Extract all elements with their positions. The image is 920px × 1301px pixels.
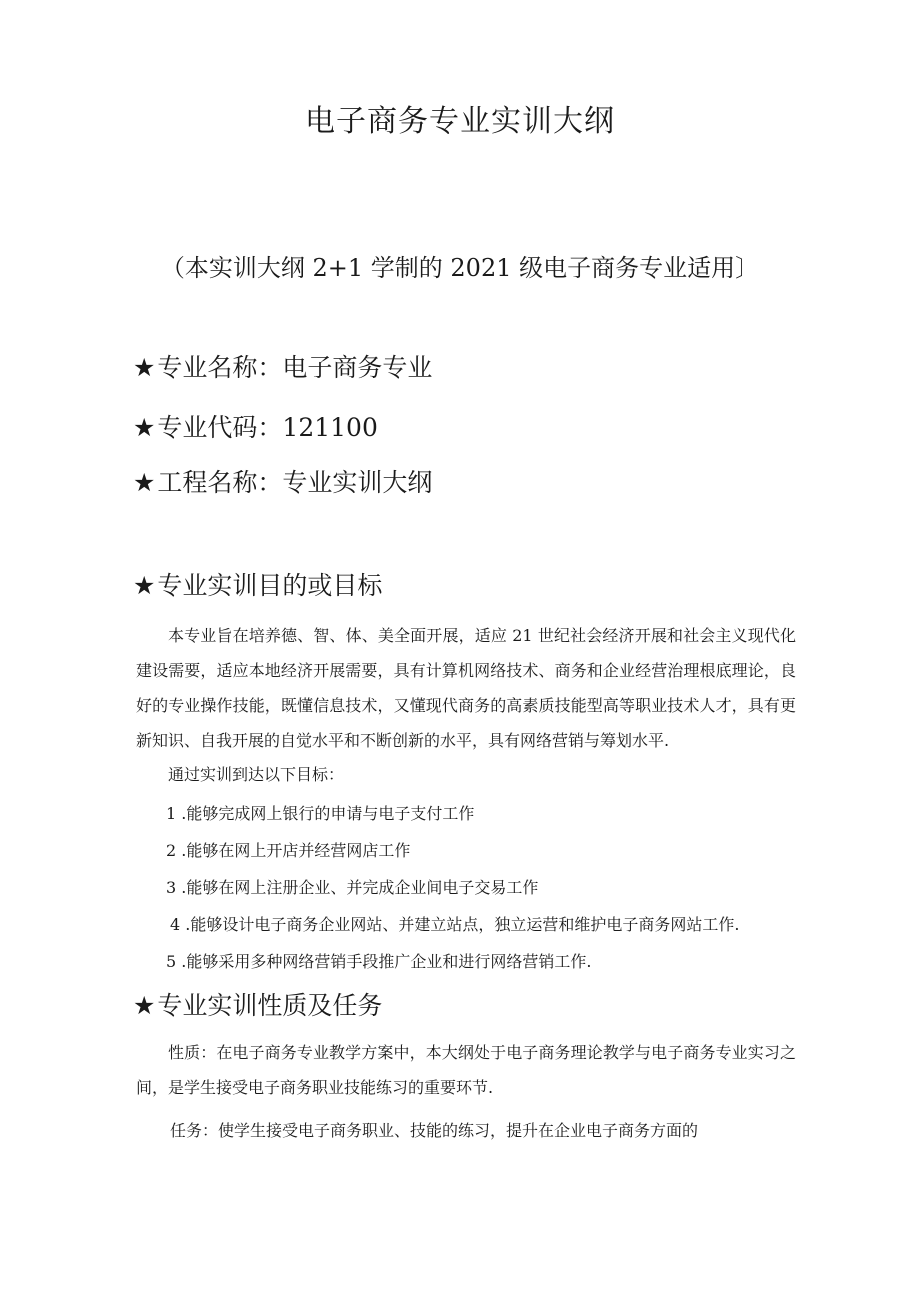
star-icon: ★ — [133, 353, 156, 382]
nature-paragraph: 性质：在电子商务专业教学方案中，本大纲处于电子商务理论教学与电子商务专业实习之间，是学生接受电子商务职业技能练习的重要环节. — [136, 1043, 796, 1097]
section-heading-goals — [133, 566, 382, 602]
list-item: 5 .能够采用多种网络营销手段推广企业和进行网络营销工作. — [166, 952, 592, 971]
goals-paragraph: 本专业旨在培养德、智、体、美全面开展，适应 21 世纪社会经济开展和社会主义现代化建设需要，适应本地经济开展需要，具有计算机网络技术、商务和企业经营治理根底理论，良好的专业操作技能，既懂信息技术，又懂现代商务的高素质技能型高等职业技术人才，具有更新知识、自我开展的自觉水平和不断创新的水平，具有网络营销与筹划水平. — [136, 626, 796, 750]
star-icon: ★ — [133, 991, 156, 1020]
major-name-line — [133, 348, 432, 384]
star-icon: ★ — [133, 413, 156, 442]
document-title: 电子商务专业实训大纲 — [305, 104, 615, 139]
major-code-line — [133, 408, 378, 444]
star-icon: ★ — [133, 468, 156, 497]
document-subtitle: （本实训大纲 2+1 学制的 2021 级电子商务专业适用〕 — [160, 254, 760, 282]
star-icon: ★ — [133, 571, 156, 600]
major-name-text: 专业名称：电子商务专业 — [157, 353, 433, 382]
project-name-text: 工程名称：专业实训大纲 — [157, 468, 433, 497]
list-item: 2 .能够在网上开店并经营网店工作 — [166, 841, 411, 860]
task-paragraph: 任务：使学生接受电子商务职业、技能的练习，提升在企业电子商务方面的 — [170, 1121, 699, 1140]
list-item: 3 .能够在网上注册企业、并完成企业间电子交易工作 — [166, 878, 539, 897]
major-code-text: 专业代码：121100 — [157, 413, 378, 442]
list-item: 4 .能够设计电子商务企业网站、并建立站点，独立运营和维护电子商务网站工作. — [170, 915, 740, 934]
section-heading-text: 专业实训目的或目标 — [157, 571, 383, 600]
project-name-line — [133, 463, 432, 499]
list-item: 1 .能够完成网上银行的申请与电子支付工作 — [166, 804, 475, 823]
section-heading-text: 专业实训性质及任务 — [157, 991, 383, 1020]
goals-intro: 通过实训到达以下目标： — [168, 765, 345, 784]
section-heading-nature — [133, 986, 382, 1022]
